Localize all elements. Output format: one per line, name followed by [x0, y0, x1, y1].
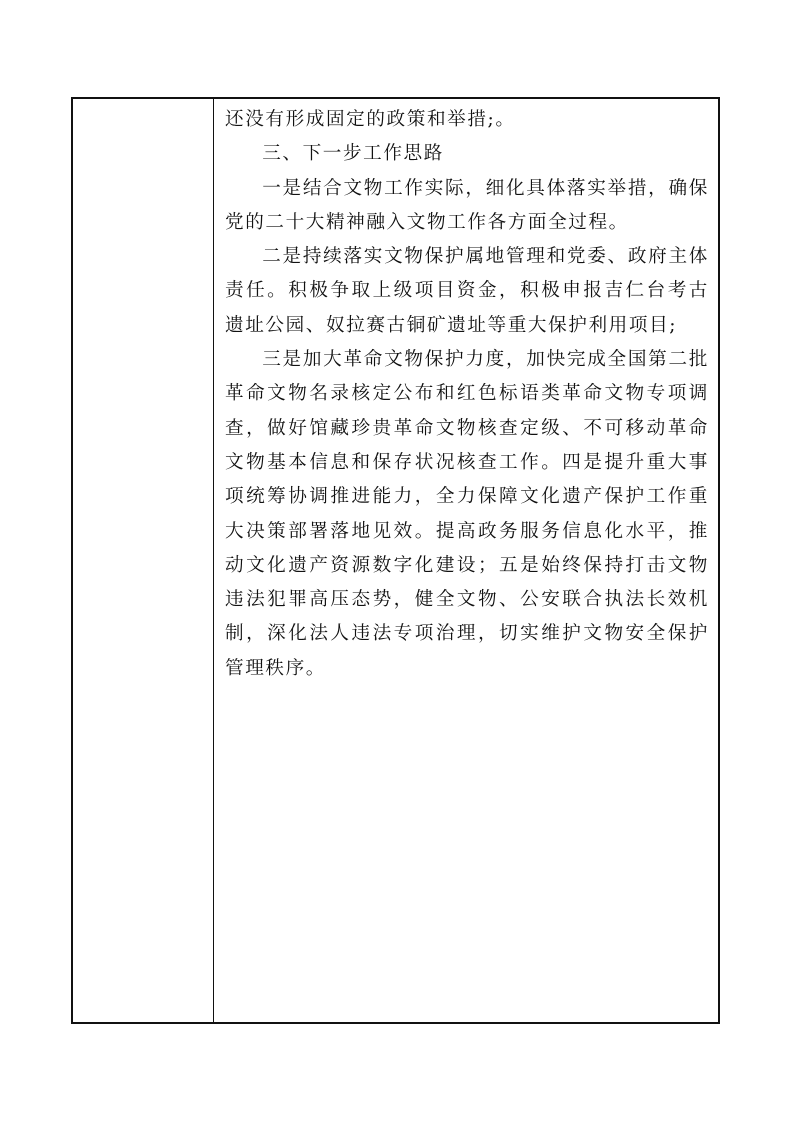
paragraph-continuation: 还没有形成固定的政策和举措;。 — [225, 109, 516, 130]
table-left-cell — [73, 99, 213, 1022]
document-table — [71, 97, 720, 1024]
paragraph-item-one: 一是结合文物工作实际，细化具体落实举措，确保党的二十大精神融入文物工作各方面全过程。 — [225, 177, 709, 233]
paragraph-item-two: 二是持续落实文物保护属地管理和党委、政府主体责任。积极争取上级项目资金，积极申报吉仁台考古遗址公园、奴拉赛古铜矿遗址等重大保护利用项目; — [225, 246, 709, 336]
column-divider — [213, 99, 214, 1022]
table-content-cell — [225, 103, 709, 686]
section-heading: 三、下一步工作思路 — [262, 143, 444, 165]
paragraph-item-three: 三是加大革命文物保护力度，加快完成全国第二批革命文物名录核定公布和红色标语类革命文物专项调查，做好馆藏珍贵革命文物核查定级、不可移动革命文物基本信息和保存状况核查工作。四是提升重大事项统筹协调推进能力，全力保障文化遗产保护工作重大决策部署落地见效。提高政务服务信息化水平，推动文化遗产资源数字化建设；五是始终保持打击文物违法犯罪高压态势，健全文物、公安联合执法长效机制，深化法人违法专项治理，切实维护文物安全保护管理秩序。 — [225, 349, 709, 679]
